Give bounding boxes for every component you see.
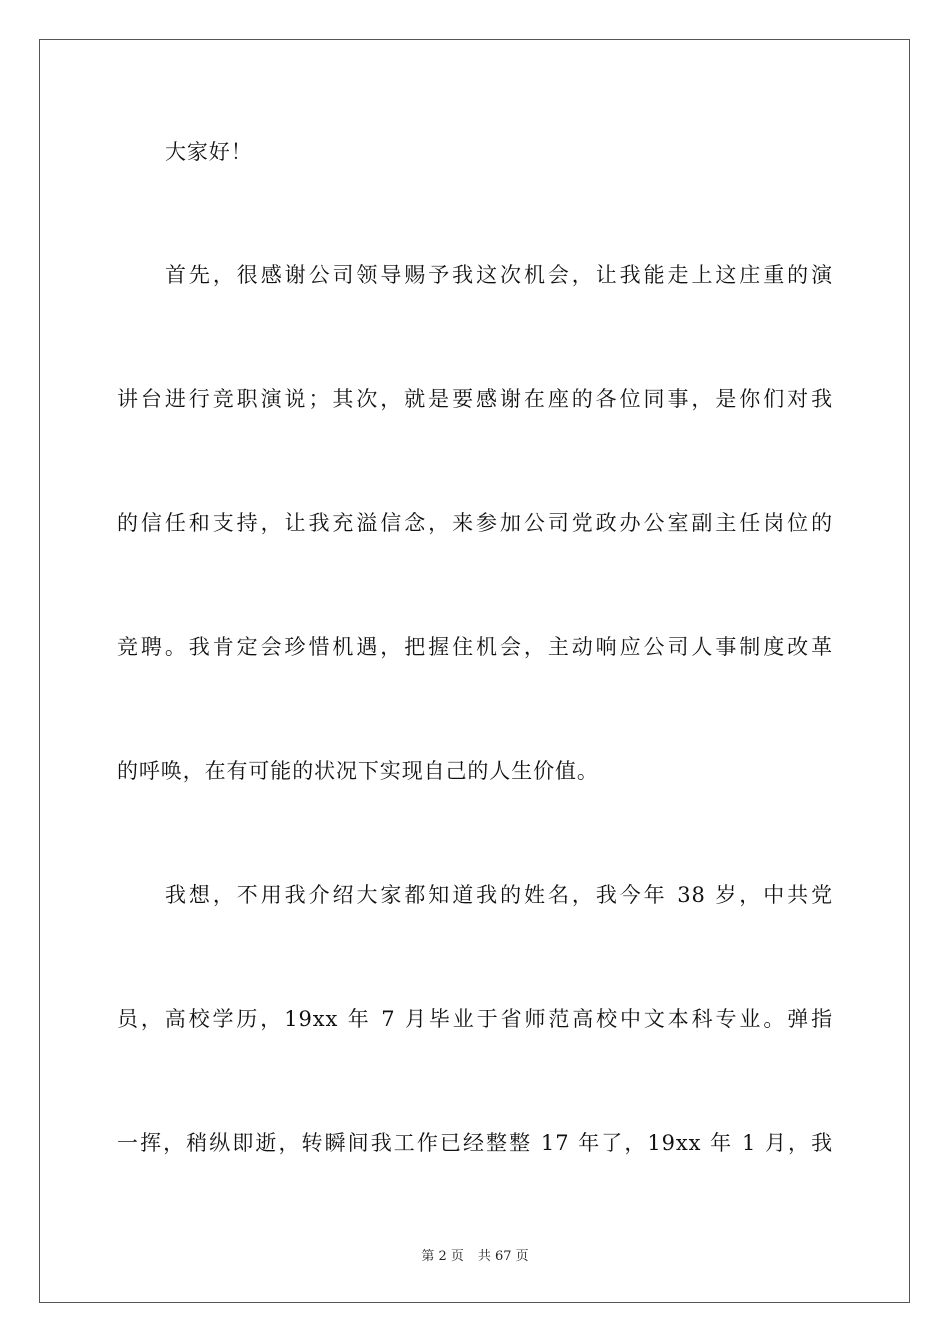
page-footer bbox=[0, 1248, 950, 1266]
total-pages: 共 67 页 bbox=[477, 1249, 529, 1264]
paragraph-1-line-5: 的呼唤，在有可能的状况下实现自己的人生价值。 bbox=[117, 759, 599, 783]
greeting-line: 大家好！ bbox=[165, 140, 253, 164]
page-number: 第 2 页 bbox=[421, 1249, 464, 1264]
paragraph-2-line-1: 我想，不用我介绍大家都知道我的姓名，我今年 38 岁，中共党 bbox=[165, 883, 833, 907]
paragraph-2-line-2: 员，高校学历，19xx 年 7 月毕业于省师范高校中文本科专业。弹指 bbox=[117, 1007, 833, 1031]
paragraph-1-line-3: 的信任和支持，让我充溢信念，来参加公司党政办公室副主任岗位的 bbox=[117, 511, 833, 535]
paragraph-1-line-2: 讲台进行竞职演说；其次，就是要感谢在座的各位同事，是你们对我 bbox=[117, 387, 833, 411]
page-border bbox=[39, 39, 910, 1303]
paragraph-1-line-1: 首先，很感谢公司领导赐予我这次机会，让我能走上这庄重的演 bbox=[165, 263, 833, 287]
paragraph-2-line-3: 一挥，稍纵即逝，转瞬间我工作已经整整 17 年了，19xx 年 1 月，我 bbox=[117, 1131, 833, 1155]
paragraph-1-line-4: 竞聘。我肯定会珍惜机遇，把握住机会，主动响应公司人事制度改革 bbox=[117, 635, 833, 659]
